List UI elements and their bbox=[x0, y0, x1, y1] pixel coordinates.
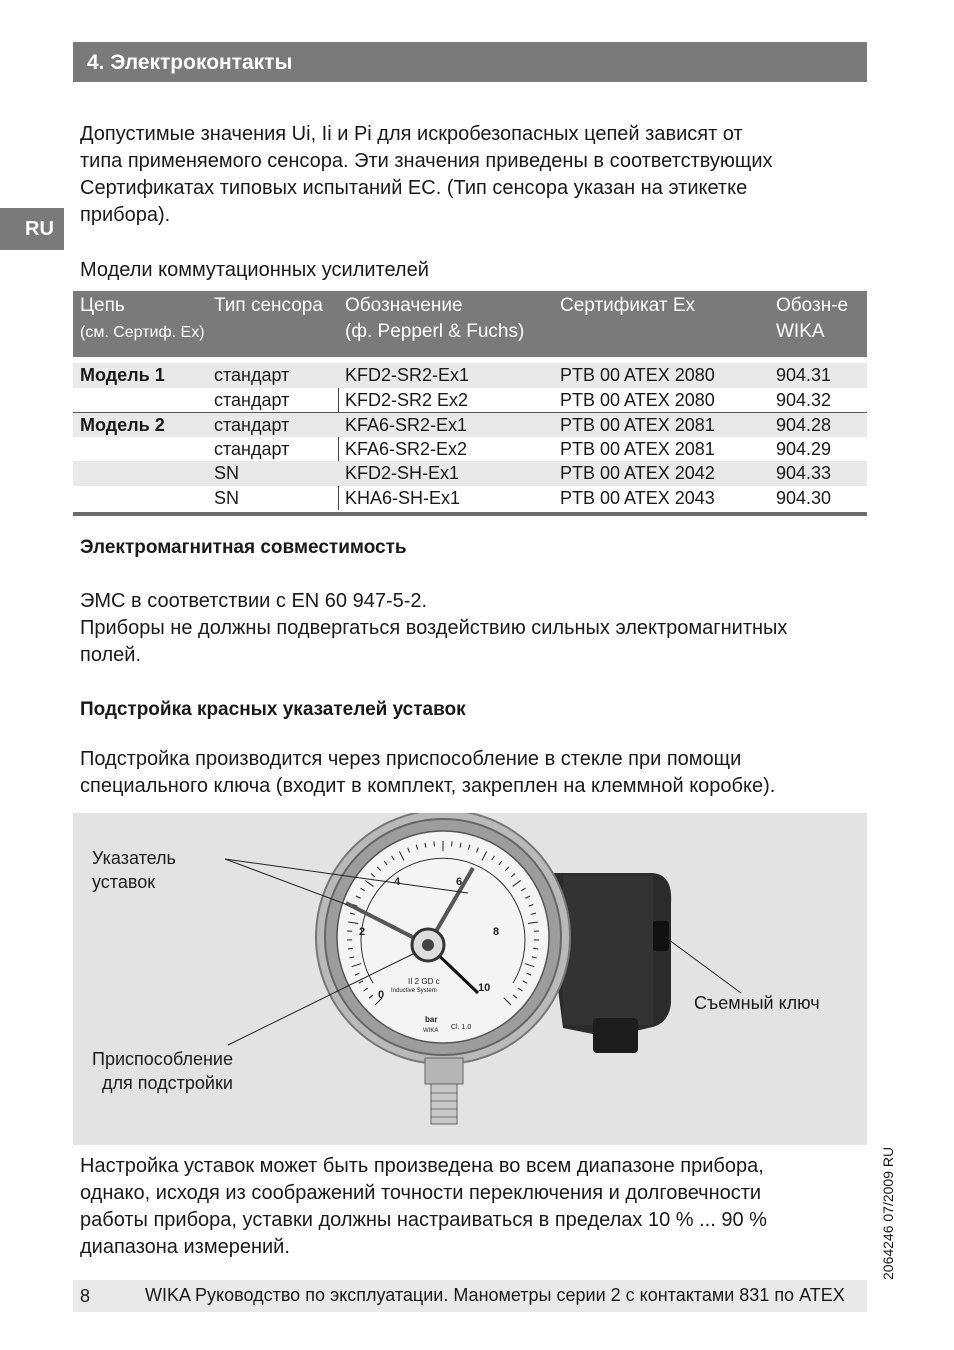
header-designation-sub: (ф. Pepperl & Fuchs) bbox=[345, 321, 525, 342]
header-certificate: Сертификат Ex bbox=[560, 295, 696, 316]
table-bottom-rule bbox=[73, 512, 867, 516]
cell-sensor: SN bbox=[214, 463, 240, 483]
closing-line: диапазона измерений. bbox=[80, 1236, 290, 1258]
closing-line: работы прибора, уставки должны настраиваться в пределах 10 % ... 90 % bbox=[80, 1209, 767, 1231]
dial-number: 0 bbox=[378, 989, 385, 1001]
cell-model: Модель 2 bbox=[80, 415, 165, 435]
dial-system-text: Inductive System bbox=[391, 988, 437, 994]
table-body bbox=[73, 363, 867, 510]
document-code: 2064246 07/2009 RU bbox=[880, 1146, 896, 1280]
dial-class: Cl. 1.0 bbox=[451, 1024, 472, 1031]
footer-text: WIKA Руководство по эксплуатации. Манометры серии 2 с контактами 831 по ATEX bbox=[145, 1285, 845, 1305]
cell-wika: 904.28 bbox=[776, 415, 832, 435]
cell-wika: 904.29 bbox=[776, 438, 832, 459]
cell-sensor: стандарт bbox=[214, 415, 290, 435]
header-wika: Обозн-е bbox=[776, 295, 849, 316]
cell-certificate: PTB 00 ATEX 2081 bbox=[560, 415, 715, 435]
intro-line: Сертификатах типовых испытаний ЕС. (Тип сенсора указан на этикетке bbox=[80, 177, 748, 199]
cell-designation: KFD2-SR2-Ex1 bbox=[345, 365, 470, 385]
dial-tick bbox=[533, 948, 538, 949]
cell-certificate: PTB 00 ATEX 2043 bbox=[560, 487, 715, 508]
table-row bbox=[73, 437, 867, 462]
table-caption-text: Модели коммутационных усилителей bbox=[80, 259, 429, 281]
label-device-line: Приспособление bbox=[92, 1049, 233, 1069]
cell-certificate: PTB 00 ATEX 2042 bbox=[560, 463, 715, 483]
table-header bbox=[73, 291, 867, 357]
page-number: 8 bbox=[80, 1286, 91, 1306]
emc-line: ЭМС в соответствии с EN 60 947-5-2. bbox=[80, 590, 428, 612]
section-header bbox=[73, 42, 867, 82]
table-row bbox=[73, 486, 867, 511]
cell-model: Модель 1 bbox=[80, 365, 165, 385]
label-setpoint-pointer bbox=[92, 846, 176, 894]
adjust-line: Подстройка производится через приспособление в стекле при помощи bbox=[80, 748, 742, 770]
dial-number: 6 bbox=[456, 876, 463, 888]
adjust-paragraph bbox=[80, 746, 775, 800]
cell-wika: 904.31 bbox=[776, 365, 832, 385]
emc-paragraph bbox=[80, 588, 787, 669]
cell-certificate: PTB 00 ATEX 2080 bbox=[560, 365, 715, 385]
emc-line: Приборы не должны подвергаться воздействию сильных электромагнитных bbox=[80, 617, 788, 639]
language-tab bbox=[0, 208, 64, 250]
cell-sensor: SN bbox=[214, 487, 240, 508]
header-wika-sub: WIKA bbox=[776, 321, 825, 342]
emc-line: полей. bbox=[80, 644, 142, 666]
adjust-line: специального ключа (входит в комплект, закреплен на клеммной коробке). bbox=[80, 775, 776, 797]
closing-paragraph bbox=[80, 1153, 767, 1261]
cell-sensor: стандарт bbox=[214, 365, 290, 385]
label-device-line: для подстройки bbox=[102, 1073, 233, 1093]
label-removable-key: Съемный ключ bbox=[694, 993, 820, 1013]
dial-number: 4 bbox=[394, 876, 401, 888]
header-circuit-sub: (см. Сертиф. Ex) bbox=[80, 324, 205, 341]
dial-number: 8 bbox=[493, 926, 500, 938]
amplifier-table bbox=[73, 291, 867, 516]
gauge-illustration bbox=[73, 813, 867, 1145]
header-circuit: Цепь bbox=[80, 295, 125, 316]
table-row bbox=[73, 388, 867, 413]
cell-designation: KHA6-SH-Ex1 bbox=[345, 487, 461, 508]
cell-certificate: PTB 00 ATEX 2080 bbox=[560, 389, 715, 410]
dial-tick bbox=[348, 948, 353, 949]
dial-number: 2 bbox=[359, 926, 366, 938]
page-footer bbox=[73, 1280, 867, 1312]
table-row bbox=[73, 461, 867, 486]
intro-line: типа применяемого сенсора. Эти значения приведены в соответствующих bbox=[80, 150, 773, 172]
header-designation: Обозначение bbox=[345, 295, 463, 316]
section-title: 4. Электроконтакты bbox=[87, 51, 293, 74]
closing-line: однако, исходя из соображений точности переключения и долговечности bbox=[80, 1182, 762, 1204]
header-sensor: Тип сенсора bbox=[214, 295, 323, 316]
cell-wika: 904.33 bbox=[776, 463, 832, 483]
table-row bbox=[73, 412, 867, 437]
cell-certificate: PTB 00 ATEX 2081 bbox=[560, 438, 715, 459]
dial-number: 10 bbox=[478, 982, 491, 994]
cell-designation: KFD2-SR2 Ex2 bbox=[345, 389, 469, 410]
cell-designation: KFA6-SR2-Ex2 bbox=[345, 438, 468, 459]
dial-ex-marking: II 2 GD c bbox=[408, 977, 440, 986]
closing-line: Настройка уставок может быть произведена во всем диапазоне прибора, bbox=[80, 1155, 764, 1177]
gauge-stem bbox=[425, 1058, 463, 1124]
language-label: RU bbox=[25, 218, 54, 240]
adjust-heading: Подстройка красных указателей уставок bbox=[80, 699, 466, 720]
cell-sensor: стандарт bbox=[214, 389, 290, 410]
cell-designation: KFA6-SR2-Ex1 bbox=[345, 415, 468, 435]
cell-wika: 904.30 bbox=[776, 487, 832, 508]
label-adjust-device bbox=[92, 1047, 233, 1095]
gauge-figure bbox=[73, 813, 867, 1145]
dial-unit: bar bbox=[425, 1015, 438, 1024]
table-caption bbox=[80, 257, 429, 284]
emc-heading: Электромагнитная совместимость bbox=[80, 537, 407, 558]
label-setpoint-line: уставок bbox=[92, 872, 156, 892]
intro-line: прибора). bbox=[80, 204, 171, 226]
cell-designation: KFD2-SH-Ex1 bbox=[345, 463, 460, 483]
intro-line: Допустимые значения Ui, Ii и Pi для искробезопасных цепей зависят от bbox=[80, 123, 743, 145]
table-row bbox=[73, 363, 867, 388]
cell-wika: 904.32 bbox=[776, 389, 832, 410]
label-setpoint-line: Указатель bbox=[92, 848, 176, 868]
intro-paragraph bbox=[80, 121, 773, 229]
dial-brand: WIKA bbox=[423, 1028, 439, 1034]
cell-sensor: стандарт bbox=[214, 438, 290, 459]
